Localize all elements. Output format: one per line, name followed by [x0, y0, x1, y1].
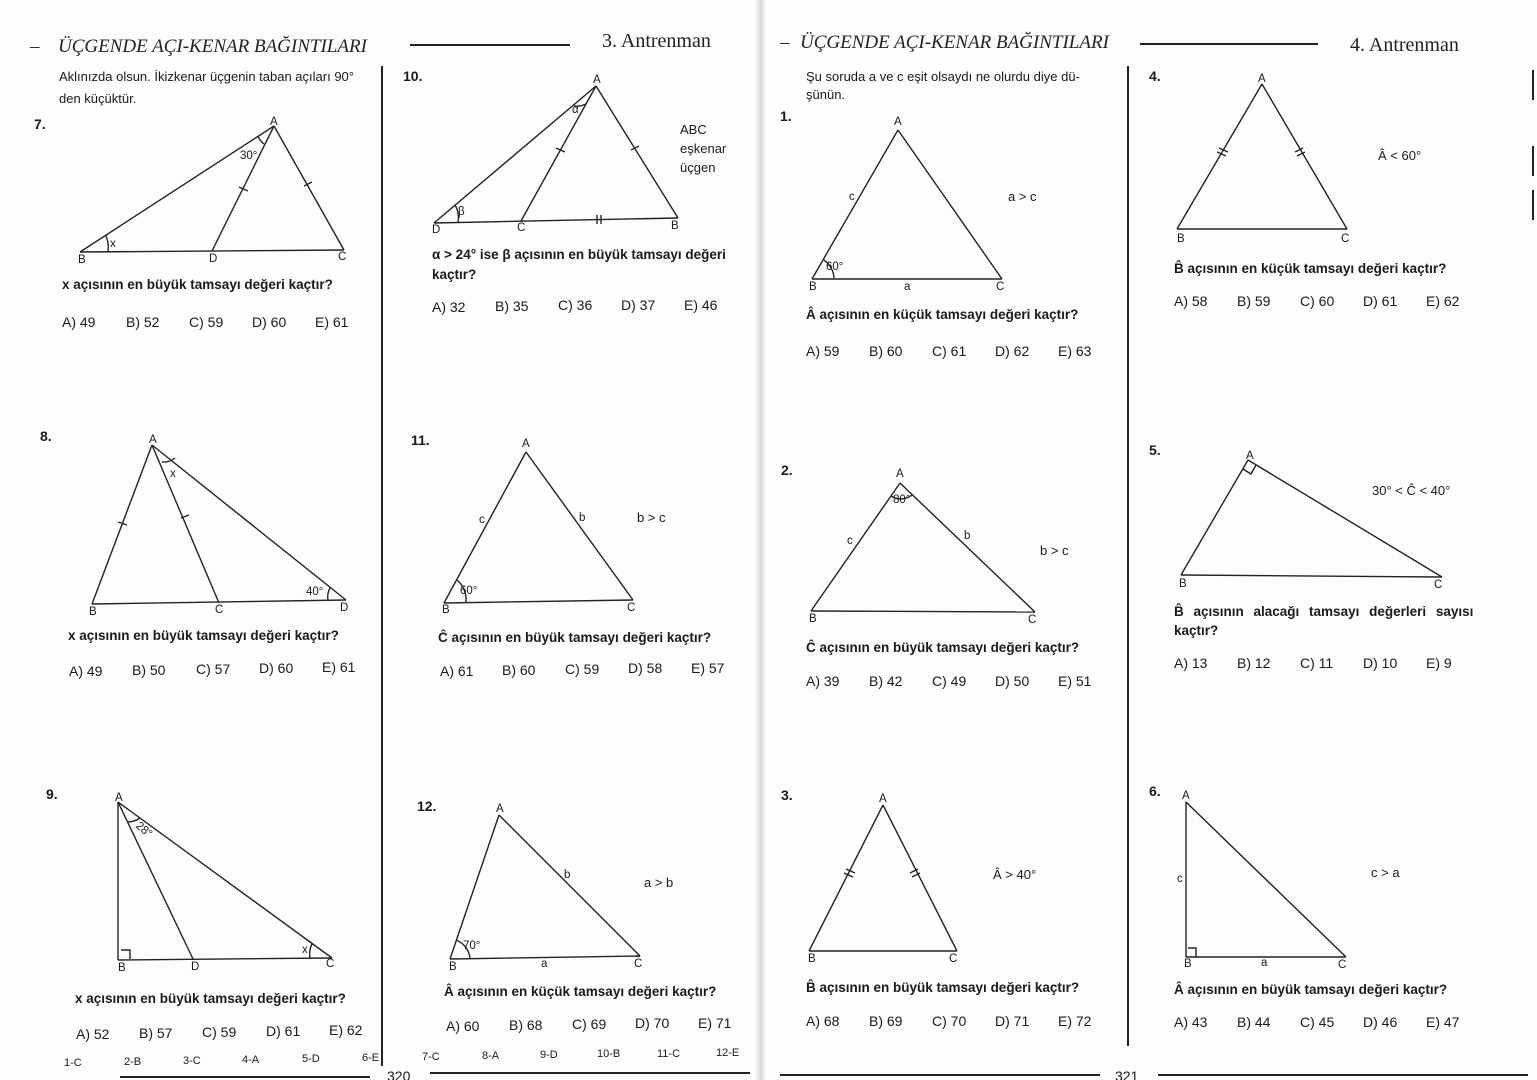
- q7-label-d: D: [209, 253, 218, 265]
- answer-key-12: 12-E: [716, 1047, 740, 1059]
- r-q5-question-line1: B̂ açısının alacağı tamsayı değerleri sayısı: [1174, 604, 1474, 619]
- r-q4-option-a[interactable]: A) 58: [1174, 293, 1208, 309]
- left-page-number: 320: [387, 1068, 411, 1080]
- r-q6-option-c[interactable]: C) 45: [1300, 1014, 1335, 1030]
- r-q1-label-a: A: [894, 116, 902, 128]
- r-q4-condition: Â < 60°: [1378, 148, 1422, 163]
- r-q4-option-d[interactable]: D) 61: [1363, 293, 1398, 309]
- q12-option-b[interactable]: B) 68: [509, 1017, 543, 1033]
- right-note-line1: Şu soruda a ve c eşit olsaydı ne olurdu diye dü-: [806, 69, 1080, 84]
- r-q5-label-c: C: [1434, 579, 1443, 591]
- r-q6-label-c: C: [1338, 959, 1347, 971]
- q12-question: Â açısının en küçük tamsayı değeri kaçtır?: [444, 984, 717, 999]
- r-q2-option-b[interactable]: B) 42: [869, 673, 903, 689]
- r-q5-label-a: A: [1246, 450, 1254, 462]
- answer-key-9: 9-D: [540, 1049, 558, 1061]
- q12-option-d[interactable]: D) 70: [635, 1015, 670, 1031]
- r-q1-label-c: C: [996, 281, 1005, 293]
- left-column-divider: [381, 66, 383, 1066]
- r-q3-option-c[interactable]: C) 70: [932, 1013, 967, 1029]
- q10-label-a: A: [593, 74, 601, 86]
- q11-angle-b: 60°: [460, 585, 478, 597]
- right-header-rule: [1140, 43, 1318, 45]
- r-q2-option-d[interactable]: D) 50: [995, 673, 1030, 689]
- answer-key-1: 1-C: [64, 1057, 82, 1069]
- q7-label-b: B: [78, 254, 86, 266]
- left-footer-rule-2: [430, 1072, 750, 1074]
- q8-option-b[interactable]: B) 50: [132, 662, 166, 678]
- q10-option-a[interactable]: A) 32: [432, 299, 466, 315]
- r-q1-condition: a > c: [1008, 189, 1037, 204]
- r-q5-option-a[interactable]: A) 13: [1174, 655, 1208, 671]
- q9-label-c: C: [326, 958, 335, 970]
- q12-label-c: C: [634, 958, 643, 970]
- r-q1-option-d[interactable]: D) 62: [995, 343, 1030, 359]
- q8-label-c: C: [215, 604, 224, 616]
- r-q2-side-c: c: [847, 535, 853, 547]
- q7-angle-a: 30°: [240, 150, 258, 162]
- r-q3-question: B̂ açısının en büyük tamsayı değeri kaçtır?: [806, 980, 1080, 995]
- r-q2-option-e[interactable]: E) 51: [1058, 673, 1092, 689]
- r-q5-option-b[interactable]: B) 12: [1237, 655, 1271, 671]
- q10-label-c: C: [517, 222, 526, 234]
- q11-side-c: c: [479, 514, 485, 526]
- r-q3-label-c: C: [949, 953, 958, 965]
- r-q2-label-c: C: [1028, 614, 1037, 626]
- q11-number: 11.: [411, 432, 430, 448]
- edge-mark-3: [1532, 190, 1534, 220]
- q12-angle-b: 70°: [463, 940, 481, 952]
- q8-angle-x: x: [170, 468, 176, 480]
- q9-option-b[interactable]: B) 57: [139, 1025, 173, 1041]
- q11-option-a[interactable]: A) 61: [440, 663, 474, 679]
- q8-option-a[interactable]: A) 49: [69, 663, 103, 679]
- q9-label-b: B: [118, 962, 126, 974]
- left-note-line1: Aklınızda olsun. İkizkenar üçgenin taban açıları 90°: [59, 69, 354, 84]
- r-q3-option-e[interactable]: E) 72: [1058, 1013, 1092, 1029]
- r-q6-option-d[interactable]: D) 46: [1363, 1014, 1398, 1030]
- r-q4-number: 4.: [1149, 68, 1161, 84]
- q10-angle-beta: β: [458, 206, 465, 218]
- q8-option-c[interactable]: C) 57: [196, 661, 231, 677]
- q9-number: 9.: [46, 786, 58, 802]
- r-q1-side-a: a: [904, 281, 911, 293]
- q7-question: x açısının en büyük tamsayı değeri kaçtır?: [62, 277, 333, 292]
- r-q5-option-c[interactable]: C) 11: [1300, 655, 1334, 671]
- q11-option-c[interactable]: C) 59: [565, 661, 600, 677]
- q12-condition: a > b: [644, 875, 674, 890]
- r-q3-option-b[interactable]: B) 69: [869, 1013, 903, 1029]
- right-section-title: ÜÇGENDE AÇI-KENAR BAĞINTILARI: [800, 32, 1109, 53]
- r-q6-number: 6.: [1149, 783, 1161, 799]
- q10-question-line2: kaçtır?: [432, 267, 477, 282]
- q9-option-d[interactable]: D) 61: [266, 1023, 301, 1039]
- r-q3-option-a[interactable]: A) 68: [806, 1013, 840, 1029]
- q12-label-a: A: [496, 803, 504, 815]
- q7-label-a: A: [270, 116, 278, 128]
- r-q5-question-line2: kaçtır?: [1174, 623, 1219, 638]
- q7-option-d[interactable]: D) 60: [252, 314, 287, 330]
- r-q4-label-a: A: [1258, 73, 1266, 85]
- r-q5-condition: 30° < Ĉ < 40°: [1372, 483, 1451, 498]
- q7-option-b[interactable]: B) 52: [126, 314, 160, 330]
- q12-side-b: b: [564, 869, 571, 881]
- r-q1-angle-b: 60°: [826, 261, 844, 273]
- r-q1-side-c: c: [849, 191, 855, 203]
- right-note-line2: şünün.: [806, 87, 846, 102]
- q11-option-b[interactable]: B) 60: [502, 662, 536, 678]
- r-q5-label-b: B: [1179, 578, 1187, 590]
- r-q2-question: Ĉ açısının en büyük tamsayı değeri kaçtır?: [806, 640, 1080, 655]
- q11-question: Ĉ açısının en büyük tamsayı değeri kaçtır?: [438, 630, 712, 645]
- right-page-number: 321: [1115, 1068, 1139, 1080]
- q8-label-a: A: [149, 434, 157, 446]
- r-q6-option-b[interactable]: B) 44: [1237, 1014, 1271, 1030]
- q10-option-e[interactable]: E) 46: [684, 297, 718, 313]
- r-q6-question: Â açısının en büyük tamsayı değeri kaçtır?: [1174, 982, 1448, 997]
- q10-note-line1: ABC: [680, 122, 707, 137]
- r-q6-figure: [0, 0, 1, 1]
- q11-option-e[interactable]: E) 57: [691, 660, 725, 676]
- q7-label-c: C: [338, 251, 347, 263]
- q8-angle-d: 40°: [306, 586, 324, 598]
- q12-label-b: B: [449, 961, 457, 973]
- r-q6-label-b: B: [1184, 958, 1192, 970]
- r-q1-option-a[interactable]: A) 59: [806, 343, 840, 359]
- q7-option-e[interactable]: E) 61: [315, 314, 349, 330]
- left-section-title: ÜÇGENDE AÇI-KENAR BAĞINTILARI: [58, 36, 367, 57]
- answer-key-11: 11-C: [657, 1048, 681, 1060]
- r-q4-option-e[interactable]: E) 62: [1426, 293, 1460, 309]
- r-q2-option-a[interactable]: A) 39: [806, 673, 840, 689]
- r-q6-side-c: c: [1177, 873, 1183, 885]
- r-q2-condition: b > c: [1040, 543, 1069, 558]
- r-q5-option-d[interactable]: D) 10: [1363, 655, 1398, 671]
- answer-key-8: 8-A: [482, 1050, 500, 1062]
- r-q2-label-b: B: [809, 613, 817, 625]
- q11-label-c: C: [627, 602, 636, 614]
- answer-key-2: 2-B: [124, 1056, 142, 1068]
- left-training-title: 3. Antrenman: [602, 30, 711, 52]
- r-q4-option-b[interactable]: B) 59: [1237, 293, 1271, 309]
- r-q6-option-a[interactable]: A) 43: [1174, 1014, 1208, 1030]
- r-q1-label-b: B: [809, 281, 817, 293]
- edge-mark-1: [1532, 70, 1534, 100]
- right-header-dash: –: [780, 32, 790, 53]
- left-header-rule: [410, 44, 570, 46]
- r-q1-option-b[interactable]: B) 60: [869, 343, 903, 359]
- r-q3-label-a: A: [879, 793, 887, 805]
- q12-side-a: a: [541, 958, 548, 970]
- answer-key-5: 5-D: [302, 1053, 320, 1065]
- r-q6-label-a: A: [1182, 790, 1190, 802]
- q10-question-line1: α > 24° ise β açısının en büyük tamsayı değeri: [432, 247, 726, 262]
- q8-label-b: B: [89, 606, 97, 618]
- r-q2-side-b: b: [964, 530, 971, 542]
- q9-option-e[interactable]: E) 62: [329, 1022, 363, 1038]
- r-q2-angle-a: 80°: [893, 494, 911, 506]
- q10-option-b[interactable]: B) 35: [495, 298, 529, 314]
- q9-label-a: A: [115, 792, 123, 804]
- q7-angle-x: x: [110, 238, 116, 250]
- q10-option-d[interactable]: D) 37: [621, 297, 656, 313]
- edge-mark-2: [1532, 146, 1534, 176]
- q9-option-c[interactable]: C) 59: [202, 1024, 237, 1040]
- q10-note-line3: üçgen: [680, 160, 716, 175]
- q10-label-d: D: [432, 224, 441, 236]
- r-q4-question: B̂ açısının en küçük tamsayı değeri kaçtır?: [1174, 261, 1447, 276]
- q9-angle-x: x: [302, 944, 308, 956]
- q10-option-c[interactable]: C) 36: [558, 297, 593, 313]
- right-training-title: 4. Antrenman: [1350, 34, 1459, 56]
- answer-key-7: 7-C: [422, 1051, 440, 1063]
- q11-label-b: B: [442, 604, 450, 616]
- left-header-dash: –: [30, 36, 40, 57]
- r-q6-condition: c > a: [1371, 865, 1400, 880]
- r-q1-question: Â açısının en küçük tamsayı değeri kaçtır?: [806, 307, 1079, 322]
- q12-option-c[interactable]: C) 69: [572, 1016, 607, 1032]
- q7-option-a[interactable]: A) 49: [62, 314, 96, 330]
- q9-option-a[interactable]: A) 52: [76, 1026, 110, 1042]
- r-q4-label-b: B: [1177, 233, 1185, 245]
- q9-question: x açısının en büyük tamsayı değeri kaçtır?: [75, 991, 346, 1006]
- right-footer-rule-2: [1158, 1074, 1528, 1076]
- q10-angle-alpha: α: [572, 104, 579, 116]
- r-q4-option-c[interactable]: C) 60: [1300, 293, 1335, 309]
- q12-option-e[interactable]: E) 71: [698, 1015, 732, 1031]
- q7-option-c[interactable]: C) 59: [189, 314, 224, 330]
- r-q6-option-e[interactable]: E) 47: [1426, 1014, 1460, 1030]
- r-q3-label-b: B: [808, 953, 816, 965]
- q11-condition: b > c: [637, 510, 666, 525]
- r-q2-label-a: A: [896, 468, 904, 480]
- q7-number: 7.: [34, 116, 46, 132]
- r-q1-number: 1.: [780, 108, 792, 124]
- q11-label-a: A: [522, 438, 530, 450]
- q9-angle-a: 28°: [133, 819, 155, 841]
- q8-option-d[interactable]: D) 60: [259, 660, 294, 676]
- r-q4-label-c: C: [1341, 233, 1350, 245]
- r-q2-option-c[interactable]: C) 49: [932, 673, 967, 689]
- r-q1-option-e[interactable]: E) 63: [1058, 343, 1092, 359]
- answer-key-6: 6-E: [362, 1052, 380, 1064]
- answer-key-4: 4-A: [242, 1054, 260, 1066]
- r-q1-option-c[interactable]: C) 61: [932, 343, 967, 359]
- right-column-divider: [1127, 66, 1129, 1046]
- left-footer-rule-1: [120, 1076, 370, 1078]
- r-q3-condition: Â > 40°: [993, 867, 1037, 882]
- q8-label-d: D: [340, 602, 349, 614]
- r-q6-side-a: a: [1261, 957, 1268, 969]
- right-footer-rule-1: [780, 1074, 1100, 1076]
- r-q5-number: 5.: [1149, 442, 1161, 458]
- q12-number: 12.: [417, 798, 437, 814]
- r-q3-option-d[interactable]: D) 71: [995, 1013, 1030, 1029]
- q11-option-d[interactable]: D) 58: [628, 660, 663, 676]
- r-q2-number: 2.: [781, 462, 793, 478]
- q10-number: 10.: [403, 68, 423, 84]
- r-q5-option-e[interactable]: E) 9: [1426, 655, 1452, 671]
- r-q3-number: 3.: [781, 787, 793, 803]
- q9-label-d: D: [191, 961, 200, 973]
- answer-key-3: 3-C: [183, 1055, 201, 1067]
- left-note-line2: den küçüktür.: [59, 91, 137, 106]
- q8-number: 8.: [40, 428, 52, 444]
- q12-option-a[interactable]: A) 60: [446, 1018, 480, 1034]
- q10-label-b: B: [671, 220, 679, 232]
- book-spine: [754, 0, 766, 1080]
- q11-side-b: b: [579, 512, 586, 524]
- q10-note-line2: eşkenar: [680, 141, 727, 156]
- answer-key-10: 10-B: [597, 1048, 621, 1060]
- q8-question: x açısının en büyük tamsayı değeri kaçtır?: [68, 628, 339, 643]
- q8-option-e[interactable]: E) 61: [322, 659, 356, 675]
